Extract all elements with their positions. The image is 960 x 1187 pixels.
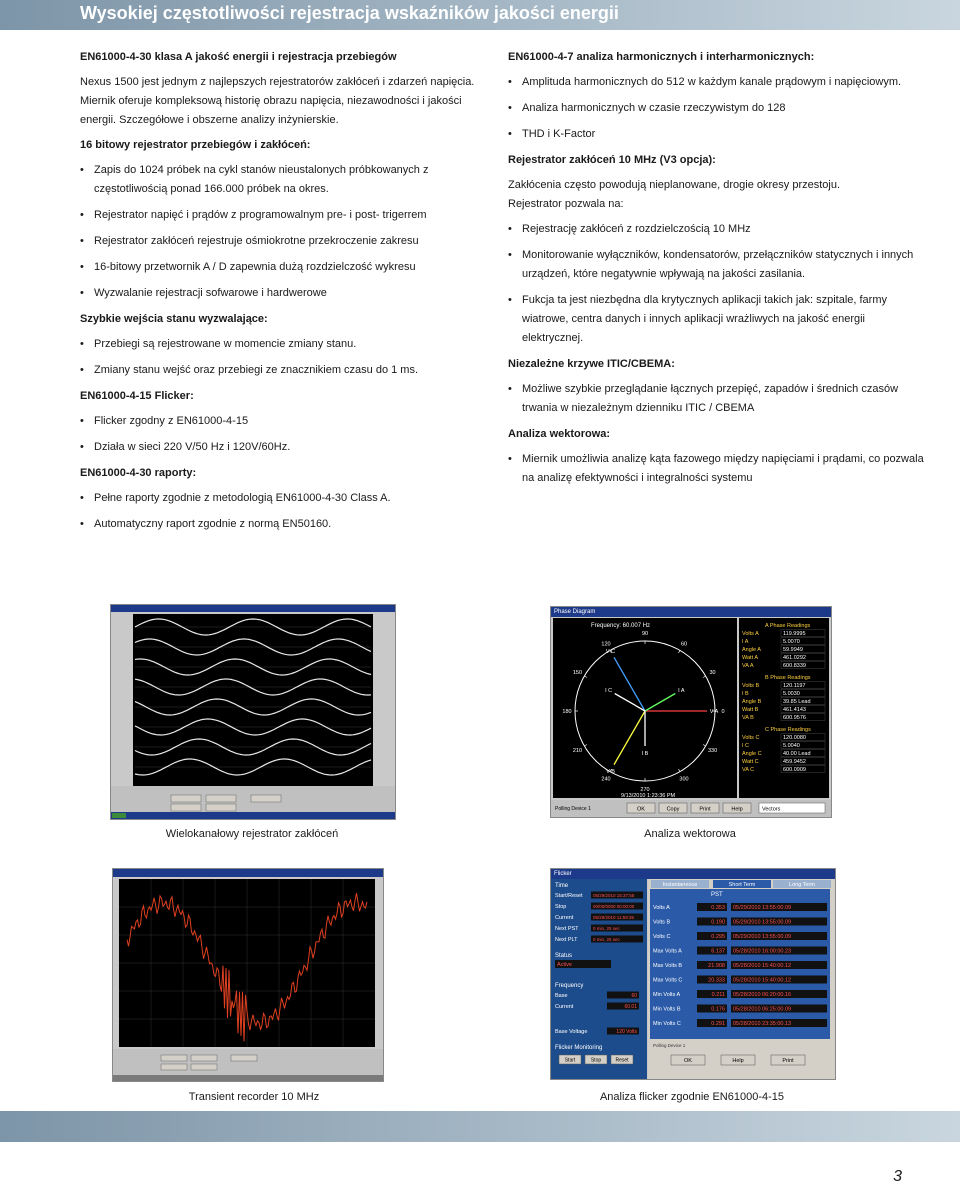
intro-paragraph: Nexus 1500 jest jednym z najlepszych rejestratorów zakłóceń i zdarzeń napięcia. Miernik oferuje kompleksową historię obrazu napięcia, niezawodności i jakości energii. Szczegółowe i obszerne analizy inżynierskie. [80, 76, 475, 126]
angle-label: 120 [601, 641, 611, 648]
vector-label: V A [709, 709, 719, 715]
bullet-list [508, 220, 928, 348]
field-value: 0 min, 25 sec [593, 926, 620, 931]
reading-value: 600.0909 [783, 767, 806, 773]
left-column [80, 48, 480, 541]
vector-label: V C [605, 649, 616, 656]
reading-value: 120.1197 [783, 683, 806, 689]
reading-value: 59.9949 [783, 647, 803, 653]
window-titlebar: Flicker [551, 869, 835, 879]
pst-value: 0.295 [711, 934, 725, 940]
pst-timestamp: 05/28/2010 06:25:00.09 [733, 1006, 792, 1013]
pst-label: Volts B [653, 919, 671, 926]
pst-label: Max Volts B [653, 963, 683, 969]
angle-label: 90 [641, 631, 649, 637]
waveform-screenshot [110, 604, 396, 820]
list-item: • Działa w sieci 220 V/50 Hz i 120V/60Hz. [80, 438, 480, 457]
button-label: OK [637, 806, 645, 813]
pst-label: Min Volts B [653, 1006, 681, 1013]
section-heading: 16 bitowy rejestrator przebiegów i zakłóceń: [80, 139, 311, 151]
pst-timestamp: 05/28/2010 15:40:00.12 [733, 977, 792, 984]
reading-label: Angle B [742, 699, 762, 705]
pst-label: Max Volts C [653, 977, 683, 984]
list-item: • Przebiegi są rejestrowane w momencie zmiany stanu. [80, 335, 480, 354]
tab-label: Long Term [789, 882, 815, 888]
right-column [508, 48, 928, 495]
waveform-image [111, 605, 395, 819]
reading-label: Angle A [742, 647, 761, 653]
frequency-readout: Frequency: 60.007 Hz [591, 623, 651, 629]
reading-label: Angle C [742, 751, 762, 757]
field-value: 120 Volts [616, 1029, 637, 1035]
pst-label: Volts C [653, 934, 671, 940]
list-item: • Fukcja ta jest niezbędna dla krytycznych aplikacji takich jak: szpitale, farmy wiatrowe, centra danych i innych aplikacji wrażliwych na jakość energii elektrycznej. [508, 291, 928, 348]
section-heading: Analiza wektorowa: [508, 428, 611, 440]
angle-label: 150 [572, 670, 583, 676]
reading-value: 120.0080 [783, 735, 806, 741]
readings-header: B Phase Readings [765, 675, 811, 681]
list-item: • Pełne raporty zgodnie z metodologią EN61000-4-30 Class A. [80, 489, 480, 508]
angle-label: 60 [680, 641, 688, 648]
vector-label: I B [641, 751, 649, 757]
field-label: Base [555, 993, 568, 999]
button-label: OK [684, 1058, 692, 1064]
page-number: 3 [893, 1168, 902, 1185]
flicker-image [551, 869, 835, 1079]
angle-label: 270 [640, 787, 650, 793]
bullet-list [508, 73, 928, 144]
reading-label: Volts C [742, 735, 760, 741]
pst-value: 0.190 [711, 919, 725, 926]
vector-label: V B [606, 768, 615, 775]
reading-value: 5.0040 [783, 743, 800, 749]
group-label: Flicker Monitoring [555, 1045, 603, 1051]
angle-label: 30 [709, 670, 716, 676]
field-label: Base Voltage [555, 1029, 588, 1035]
pst-label: Volts A [653, 905, 670, 911]
list-item: • Automatyczny raport zgodnie z normą EN50160. [80, 515, 480, 534]
pst-timestamp: 05/28/2010 06:20:00.16 [733, 992, 792, 998]
window-titlebar: Phase Diagram [551, 607, 831, 617]
section-heading: EN61000-4-30 raporty: [80, 467, 197, 479]
section-heading: Szybkie wejścia stanu wyzwalające: [80, 313, 268, 325]
reading-label: I A [742, 639, 749, 645]
button-label: Start [564, 1057, 576, 1064]
field-label: Current [555, 915, 574, 921]
button-label: Help [732, 1058, 744, 1064]
list-item: • Wyzwalanie rejestracji sofwarowe i hardwerowe [80, 284, 480, 303]
footer-band [0, 1111, 960, 1142]
pst-label: Min Volts C [653, 1021, 681, 1027]
reading-label: I B [742, 691, 749, 697]
tab-label: Short Term [728, 882, 756, 888]
group-label: Frequency [555, 983, 584, 989]
group-label: Status [555, 953, 573, 959]
header-band [0, 0, 960, 30]
reading-label: VA C [742, 767, 755, 773]
bullet-list [508, 380, 928, 418]
field-label: Current [555, 1004, 574, 1010]
reading-label: VA A [742, 663, 754, 669]
list-item: • Rejestrację zakłóceń z rozdzielczością 10 MHz [508, 220, 928, 239]
reading-value: 119.9995 [783, 631, 806, 637]
readings-header: A Phase Readings [765, 623, 811, 629]
list-item: • Zapis do 1024 próbek na cykl stanów nieustalonych próbkowanych z częstotliwością ponad 166.000 próbek na okres. [80, 161, 480, 199]
polling-status: Polling Device 1 [653, 1043, 686, 1048]
pst-value: 21.908 [708, 963, 725, 969]
bullet-list [80, 412, 480, 457]
reading-label: VA B [742, 715, 754, 721]
image-caption: Analiza flicker zgodnie EN61000-4-15 [599, 1091, 785, 1103]
paragraph: Rejestrator pozwala na: [508, 198, 624, 210]
list-item: • THD i K-Factor [508, 125, 928, 144]
column-header: PST [711, 892, 723, 898]
section-heading: EN61000-4-7 analiza harmonicznych i interharmonicznych: [508, 51, 815, 63]
button-label: Stop [590, 1057, 602, 1064]
bullet-list [508, 450, 928, 488]
section-heading: Rejestrator zakłóceń 10 MHz (V3 opcja): [508, 154, 716, 166]
reading-value: 461.0292 [783, 655, 806, 661]
status-value: Active [557, 962, 572, 968]
field-label: Start/Reset [555, 893, 583, 899]
pst-value: 0.353 [711, 905, 725, 911]
field-value: 05/29/2010 11:59:35 [593, 915, 634, 920]
transient-screenshot [112, 868, 384, 1082]
bullet-list [80, 161, 480, 303]
angle-label: 330 [707, 748, 718, 754]
list-item: • Flicker zgodny z EN61000-4-15 [80, 412, 480, 431]
reading-label: I C [742, 743, 750, 749]
transient-image [113, 869, 383, 1081]
reading-label: Volts B [742, 683, 760, 689]
pst-timestamp: 05/29/2010 13:55:00.09 [733, 919, 792, 926]
section-heading: Niezależne krzywe ITIC/CBEMA: [508, 358, 675, 370]
reading-value: 5.0070 [783, 639, 800, 645]
reading-value: 459.9452 [783, 759, 806, 765]
list-item: • Monitorowanie wyłączników, kondensatorów, przełączników statycznych i innych urządzeń, które negatywnie wpływają na jakości zasilania. [508, 246, 928, 284]
image-caption: Analiza wektorowa [644, 828, 736, 840]
flicker-screenshot [550, 868, 836, 1080]
pst-timestamp: 05/28/2010 23:35:00.13 [733, 1021, 792, 1027]
group-label: Time [555, 883, 569, 889]
field-value: 00/00/0000 00:00:00 [593, 904, 635, 909]
pst-timestamp: 05/29/2010 13:55:00.09 [733, 934, 792, 940]
paragraph: Zakłócenia często powodują nieplanowane, drogie okresy przestoju. [508, 179, 841, 191]
field-value: 0 min, 25 sec [593, 937, 620, 942]
section-heading: EN61000-4-30 klasa A jakość energii i rejestracja przebiegów [80, 51, 397, 63]
image-caption: Transient recorder 10 MHz [188, 1091, 320, 1103]
list-item: • Zmiany stanu wejść oraz przebiegi ze znacznikiem czasu do 1 ms. [80, 361, 480, 380]
field-value: 05/29/2010 15:37:55 [593, 893, 635, 898]
section-heading: EN61000-4-15 Flicker: [80, 390, 194, 402]
list-item: • 16-bitowy przetwornik A / D zapewnia dużą rozdzielczość wykresu [80, 258, 480, 277]
readings-header: C Phase Readings [765, 727, 811, 733]
reading-label: Watt B [742, 707, 759, 713]
reading-value: 40.00 Lead [783, 751, 811, 757]
list-item: • Amplituda harmonicznych do 512 w każdym kanale prądowym i napięciowym. [508, 73, 928, 92]
field-value: 60 [631, 993, 637, 999]
bullet-list [80, 335, 480, 380]
reading-value: 461.4143 [783, 707, 806, 713]
pst-label: Max Volts A [653, 948, 682, 955]
field-label: Stop [555, 904, 567, 910]
pst-value: 0.291 [711, 1021, 725, 1027]
pst-value: 0.176 [711, 1006, 725, 1013]
field-value: 60.01 [624, 1004, 637, 1010]
list-item: • Rejestrator zakłóceń rejestruje ośmiokrotne przekroczenie zakresu [80, 232, 480, 251]
page-title: Wysokiej częstotliwości rejestracja wskaźników jakości energii [80, 3, 619, 23]
pst-timestamp: 05/28/2010 15:40:00.12 [733, 963, 792, 969]
button-label: Reset [615, 1057, 629, 1064]
angle-label: 210 [572, 748, 583, 754]
reading-value: 39.85 Lead [783, 699, 811, 705]
angle-label: 180 [562, 709, 572, 715]
status-text: Polling Device 1 [555, 806, 591, 812]
vector-label: I A [678, 688, 685, 694]
vector-label: I C [605, 688, 613, 694]
button-label: Help [731, 806, 743, 813]
angle-label: 0 [721, 709, 725, 715]
field-label: Next PLT [555, 937, 578, 943]
list-item: • Możliwe szybkie przeglądanie łącznych przepięć, zapadów i średnich czasów trwania w niezależnym dzienniku ITIC / CBEMA [508, 380, 928, 418]
timestamp: 9/13/2010 1:23:36 PM [621, 793, 676, 799]
reading-value: 5.0030 [783, 691, 800, 697]
reading-label: Watt C [742, 759, 759, 765]
field-label: Next PST [555, 926, 579, 932]
list-item: • Rejestrator napięć i prądów z programowalnym pre- i post- trigerrem [80, 206, 480, 225]
pst-timestamp: 05/29/2010 13:55:00.09 [733, 905, 792, 911]
reading-value: 600.9576 [783, 715, 806, 721]
phase-diagram-screenshot [550, 606, 832, 818]
angle-label: 300 [679, 776, 689, 783]
list-item: • Miernik umożliwia analizę kąta fazowego między napięciami i prądami, co pozwala na analizę efektywności i integralności systemu [508, 450, 928, 488]
pst-label: Min Volts A [653, 992, 681, 998]
pst-timestamp: 05/28/2010 16:00:00.23 [733, 948, 792, 955]
phase-diagram-image [551, 607, 831, 817]
angle-label: 240 [601, 776, 611, 783]
pst-value: 0.211 [711, 992, 725, 998]
list-item: • Analiza harmonicznych w czasie rzeczywistym do 128 [508, 99, 928, 118]
button-label: Copy [666, 806, 680, 813]
pst-value: 20.333 [708, 977, 725, 984]
reading-value: 600.8339 [783, 663, 806, 669]
reading-label: Volts A [742, 631, 759, 637]
tab-label: Instantaneous [662, 882, 698, 888]
image-caption: Wielokanałowy rejestrator zakłóceń [165, 828, 339, 840]
reading-label: Watt A [742, 655, 758, 661]
bullet-list [80, 489, 480, 534]
button-label: Print [699, 806, 711, 813]
pst-value: 6.137 [711, 948, 725, 955]
select-value: Vectors [762, 806, 781, 813]
button-label: Print [782, 1058, 794, 1064]
